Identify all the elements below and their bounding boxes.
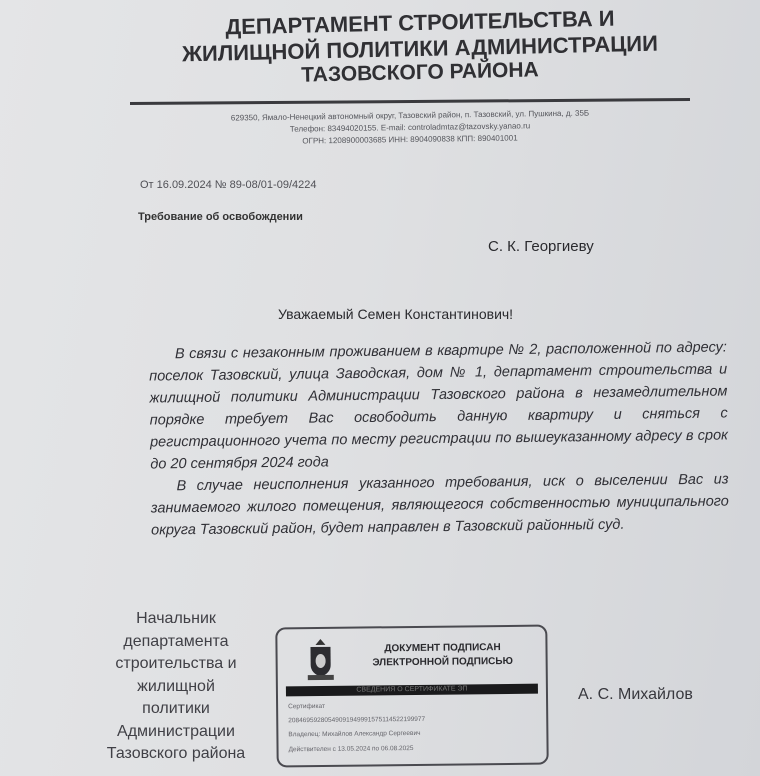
subject: Требование об освобождении	[138, 211, 303, 223]
letterhead-divider	[130, 98, 690, 105]
electronic-signature-stamp	[275, 625, 548, 768]
signer-name: А. С. Михайлов	[578, 686, 693, 703]
stamp-bar: СВЕДЕНИЯ О СЕРТИФИКАТЕ ЭП	[286, 684, 538, 697]
position-line: департамента	[123, 632, 229, 650]
position-line: жилищной	[137, 677, 215, 695]
certificate-label: Сертификат	[288, 702, 325, 711]
coat-of-arms-icon	[305, 637, 335, 681]
position-line: Начальник	[136, 610, 216, 627]
contact-address: 629350, Ямало-Ненецкий автономный округ, Тазовский район, п. Тазовский, ул. Пушкина, д. 35Б	[230, 108, 590, 123]
stamp-title	[357, 641, 527, 671]
salutation: Уважаемый Семен Константинович!	[278, 306, 514, 322]
contact-phone-email: Телефон: 83494020155. E-mail: controladmtaz@tazovsky.yanao.ru	[289, 121, 531, 134]
certificate-validity: Действителен с 13.05.2024 по 06.08.2025	[288, 744, 414, 754]
certificate-owner: Владелец: Михайлов Александр Сергеевич	[288, 729, 421, 739]
position-line: политики	[142, 700, 210, 717]
body-paragraph: В связи с незаконным проживанием в квартире № 2, расположенной по адресу: поселок Тазовский, улица Заводская, дом № 1, департамент строительства и жилищной политики Администрации Тазовского района в незамедлительном порядке требует Вас освободить данную квартиру и сняться с регистрационного учета по месту регистрации по вышеуказанному адресу в срок до 20 сентября 2024 года	[149, 339, 729, 473]
letterhead-title-line: ДЕПАРТАМЕНТ СТРОИТЕЛЬСТВА И	[225, 5, 615, 40]
addressee: С. К. Георгиеву	[488, 238, 594, 255]
letterhead-title-line: ЖИЛИЩНОЙ ПОЛИТИКИ АДМИНИСТРАЦИИ	[181, 30, 659, 67]
date-number: От 16.09.2024 № 89-08/01-09/4224	[140, 179, 317, 191]
position-line: строительства и	[115, 655, 237, 672]
position-line: Тазовского района	[106, 745, 246, 762]
stamp-title-line: ДОКУМЕНТ ПОДПИСАН	[384, 642, 501, 655]
signer-position	[96, 608, 256, 766]
letter-body	[149, 336, 729, 541]
body-paragraph: В случае неисполнения указанного требования, иск о выселении Вас из занимаемого жилого помещения, являющегося собственностью муниципального округа Тазовский район, будет направлен в Тазовский районный суд.	[150, 471, 729, 539]
certificate-number: 20846959280549091949991575114522199977	[288, 715, 426, 725]
position-line: Администрации	[117, 722, 235, 740]
contact-registration: ОГРН: 1208900003685 ИНН: 8904090838 КПП: 890401001	[302, 133, 518, 146]
letterhead-title-line: ТАЗОВСКОГО РАЙОНА	[301, 58, 539, 87]
stamp-title-line: ЭЛЕКТРОННОЙ ПОДПИСЬЮ	[372, 655, 513, 669]
